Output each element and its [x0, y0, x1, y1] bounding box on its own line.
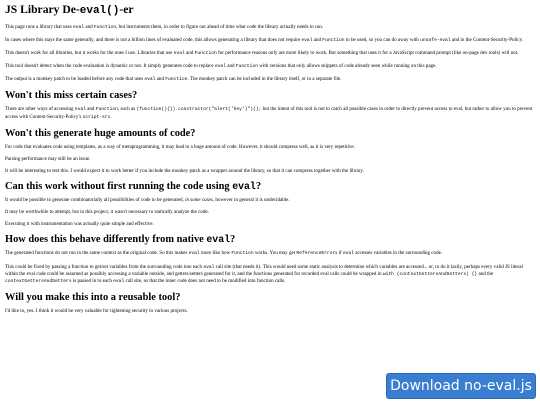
- text-run: , such as: [117, 106, 137, 113]
- section-paragraph: [5, 197, 535, 203]
- text-run: In cases where this stays the same generally, and there is not a billion lines of evaluated code, this allows generating a library that does not require: [5, 37, 302, 44]
- text-run: and: [184, 50, 195, 57]
- section-paragraph: [5, 221, 535, 227]
- text-run: and: [155, 76, 166, 83]
- text-run: and: [84, 24, 94, 30]
- text-run: I'd like to, yes. I think it would be very valuable for tightening security in various projects.: [5, 308, 188, 315]
- inline-code: eval: [173, 51, 185, 57]
- text-run: but the intent of this tool is not to catch all possible cases in order to directly prevent access to eval, but rather to allow you to prevent access with Content-Security-Policy's: [5, 106, 533, 120]
- text-run: and the: [477, 270, 494, 277]
- section-heading: [5, 233, 535, 246]
- text-run: It would be possible to generate combinatorially all possibilities of code to be generated,: [5, 197, 186, 204]
- intro-paragraph: [5, 63, 535, 70]
- text-run: and: [312, 37, 323, 44]
- text-run: . The monkey patch can be included in the library itself, or in a separate file.: [187, 76, 342, 83]
- intro-paragraph: [5, 50, 535, 57]
- text-run: The generated functions do not run in the same context as the original code. So this makes: [5, 250, 189, 257]
- text-run: , however in general it is undecidable.: [212, 197, 290, 204]
- inline-code: eval: [144, 77, 156, 83]
- inline-code: eval: [188, 251, 200, 257]
- text-run: This doesn't work for all libraries, but it works for the ones I use. Libraries that use: [5, 50, 174, 57]
- inline-code: contextGettersAndSetters: [5, 279, 72, 285]
- text-run: accesses variables in the surrounding code.: [353, 250, 443, 257]
- text-run: Can this work without first running the code using: [5, 181, 233, 193]
- text-run: , but instruments them, in order to figure out ahead of time what code the library actually needs to run.: [116, 24, 323, 30]
- text-run: ?: [230, 234, 236, 246]
- text-run: s if: [335, 250, 343, 257]
- inline-code: Function: [165, 77, 188, 83]
- section-paragraph: [5, 168, 535, 174]
- inline-code: eval: [113, 279, 125, 285]
- page-title: JS Library De-eval()-er: [5, 3, 134, 17]
- inline-code: eval: [74, 107, 86, 113]
- text-run: How does this behave differently from native: [5, 234, 207, 246]
- intro-paragraph: [5, 24, 535, 31]
- inline-code: eval: [232, 181, 256, 193]
- text-run: for performance reasons only are more likely to work. But something that uses it for a JavaScript command prompt (like on-page dev tools) will not.: [216, 50, 519, 57]
- text-run: Executing it with instrumentation was actually quite simple and effective.: [5, 221, 154, 228]
- emphasis-text: in some cases: [185, 197, 213, 204]
- inline-code: eval: [72, 25, 85, 30]
- text-run: to be used, so you can do away with: [344, 37, 421, 44]
- inline-code: Function: [93, 25, 117, 30]
- section-heading: [5, 291, 535, 304]
- section-paragraph: [5, 308, 535, 314]
- text-run: The output is a monkey patch to be loaded before any code that uses: [5, 76, 145, 83]
- text-run: This tool doesn't detect when the code evaluation is dynamic or not. It simply generates code to replace: [5, 63, 215, 70]
- text-run: call site, so that the inner code does not need to be modified into function calls.: [124, 278, 286, 285]
- download-button[interactable]: Download no-eval.js: [386, 373, 536, 399]
- inline-code: eval: [203, 264, 215, 270]
- text-run: This page runs a library that uses: [5, 24, 73, 30]
- text-run: with versions that only allows snippets of code already seen while running on this page.: [258, 63, 437, 70]
- text-run: There are other ways of accessing: [5, 106, 75, 113]
- text-run: ?: [255, 181, 262, 193]
- text-run: is passed in to each: [71, 278, 114, 285]
- intro-section: [5, 24, 535, 84]
- text-run: This could be fixed by passing a function to get/set variables from the surrounding code into each: [5, 263, 204, 270]
- section-paragraph: [5, 156, 535, 162]
- text-run: It may be worthwhile to attempt, but in this project, it wasn't necessary to statically analyze the code.: [5, 209, 209, 216]
- text-run: works. You may get: [253, 250, 297, 257]
- section-paragraph: [5, 209, 535, 215]
- inline-code: ReferenceError: [296, 251, 336, 257]
- text-run: and in the Content-Security-Policy.: [450, 37, 524, 44]
- inline-code: Function: [194, 51, 217, 57]
- inline-code: script-src: [82, 114, 111, 120]
- section-paragraph: [5, 250, 535, 257]
- text-run: For code that evaluates code using templates, as a way of metaprogramming, it may lead to a huge amount of code. However, it should compress well, as it is very repetitive.: [5, 143, 355, 150]
- section-heading: [5, 127, 535, 140]
- text-run: Won't this miss certain cases?: [5, 90, 138, 102]
- faq-sections: [5, 89, 535, 314]
- text-run: call site (that needs it). This would need some static analysis to determine which variables are accessed... or, to do it lazily, perhaps every valid JS literal within the eval code could be assumed as possibly accessing a variable outside, and getters/setters generated for it, and the functions generated for recorded eval calls could be wrapped in: [5, 263, 523, 277]
- inline-code: unsafe-eval: [420, 38, 451, 44]
- inline-code: eval: [342, 251, 354, 257]
- inline-code: Function: [235, 64, 259, 70]
- section-paragraph: [5, 106, 535, 121]
- intro-paragraph: [5, 37, 535, 44]
- text-run: Will you make this into a reusable tool?: [5, 292, 181, 304]
- inline-code: (function(){}).constructor("alert('hey')")();: [136, 107, 262, 113]
- section-heading: [5, 180, 535, 193]
- text-run: and: [85, 106, 96, 113]
- inline-code: Function: [231, 251, 254, 257]
- inline-code: Function: [95, 107, 118, 113]
- inline-code: eval: [301, 38, 313, 44]
- text-run: Won't this generate huge amounts of code?: [5, 127, 196, 139]
- text-run: .: [110, 113, 112, 120]
- section-paragraph: [5, 264, 535, 286]
- inline-code: eval: [206, 234, 231, 246]
- inline-code: Function: [322, 38, 345, 44]
- section-paragraph: [5, 144, 535, 150]
- text-run: more like how: [199, 250, 232, 257]
- text-run: It will be interesting to test this. I would expect it to work better if you include the monkey patch as a wrapper around the library, so that it can compress together with the library.: [5, 168, 364, 175]
- inline-code: with (contextGettersAndSetters) {}: [382, 271, 478, 277]
- document: [5, 3, 535, 320]
- text-run: Parsing performance may still be an issue.: [5, 155, 91, 162]
- intro-paragraph: [5, 76, 535, 83]
- inline-code: eval: [214, 64, 226, 70]
- section-heading: [5, 89, 535, 102]
- text-run: and: [225, 63, 236, 70]
